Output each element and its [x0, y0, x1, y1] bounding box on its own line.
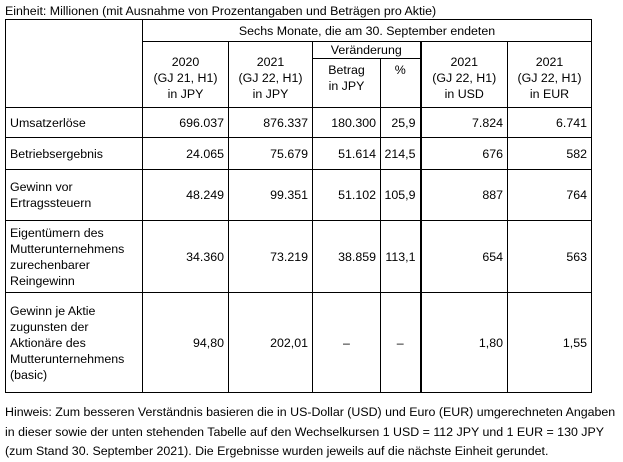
table-cell: 563 [508, 221, 592, 293]
table-cell: 582 [508, 138, 592, 170]
table-cell: 876.337 [229, 108, 313, 138]
table-cell: 75.679 [229, 138, 313, 170]
table-cell: 73.219 [229, 221, 313, 293]
col-header-2021-eur: 2021 (GJ 22, H1) in EUR [508, 42, 592, 108]
col-header-2021-usd: 2021 (GJ 22, H1) in USD [421, 42, 508, 108]
table-cell: 51.102 [313, 170, 381, 221]
unit-note: Einheit: Millionen (mit Ausnahme von Prozentangaben und Beträgen pro Aktie) [5, 4, 437, 18]
table-cell: 180.300 [313, 108, 381, 138]
period-header: Sechs Monate, die am 30. September endeten [143, 20, 592, 42]
footnote: Hinweis: Zum besseren Verständnis basieren die in US-Dollar (USD) und Euro (EUR) umgerechneten Angaben in dieser sowie der unten stehenden Tabelle auf den Wechselkursen 1 USD = 112 JPY und 1 EUR = 130 JPY (zum Stand 30. September 2021). Die Ergebnisse wurden jeweils auf die nächste Einheit gerundet. [5, 405, 616, 458]
col-header-change-amount: Betrag in JPY [313, 59, 381, 108]
table-cell: 654 [421, 221, 508, 293]
row-label-gewinn-vor-ertragssteuern: Gewinn vor Ertragssteuern [6, 170, 143, 221]
col-header-2021-jpy: 2021 (GJ 22, H1) in JPY [229, 42, 313, 108]
table-cell: 25,9 [381, 108, 421, 138]
row-label-reingewinn: Eigentümern des Mutterunternehmens zurechenbarer Reingewinn [6, 221, 143, 293]
col-header-2020-jpy: 2020 (GJ 21, H1) in JPY [143, 42, 229, 108]
table-cell: 6.741 [508, 108, 592, 138]
table-cell: 202,01 [229, 293, 313, 393]
table-cell: 38.859 [313, 221, 381, 293]
row-label-gewinn-je-aktie: Gewinn je Aktie zugunsten der Aktionäre des Mutterunternehmens (basic) [6, 293, 143, 393]
table-cell: 51.614 [313, 138, 381, 170]
table-row [6, 293, 592, 393]
header-empty-cell [6, 20, 143, 108]
table-cell: 1,80 [421, 293, 508, 393]
table-cell: 676 [421, 138, 508, 170]
col-header-change-pct: % [381, 59, 421, 108]
table-cell: 48.249 [143, 170, 229, 221]
table-cell: 34.360 [143, 221, 229, 293]
table-cell: 113,1 [381, 221, 421, 293]
table-cell: – [313, 293, 381, 393]
table-row [6, 138, 592, 170]
row-label-betriebsergebnis: Betriebsergebnis [6, 138, 143, 170]
table-cell: 7.824 [421, 108, 508, 138]
table-cell: 887 [421, 170, 508, 221]
table-cell: – [381, 293, 421, 393]
row-label-umsatzerloese: Umsatzerlöse [6, 108, 143, 138]
table-cell: 1,55 [508, 293, 592, 393]
table-cell: 94,80 [143, 293, 229, 393]
table-row [6, 170, 592, 221]
change-header: Veränderung [313, 42, 421, 59]
table-cell: 696.037 [143, 108, 229, 138]
table-row [6, 108, 592, 138]
table-row [6, 221, 592, 293]
table-cell: 214,5 [381, 138, 421, 170]
table-cell: 764 [508, 170, 592, 221]
table-cell: 99.351 [229, 170, 313, 221]
financial-results-table [5, 19, 592, 393]
table-cell: 24.065 [143, 138, 229, 170]
table-cell: 105,9 [381, 170, 421, 221]
